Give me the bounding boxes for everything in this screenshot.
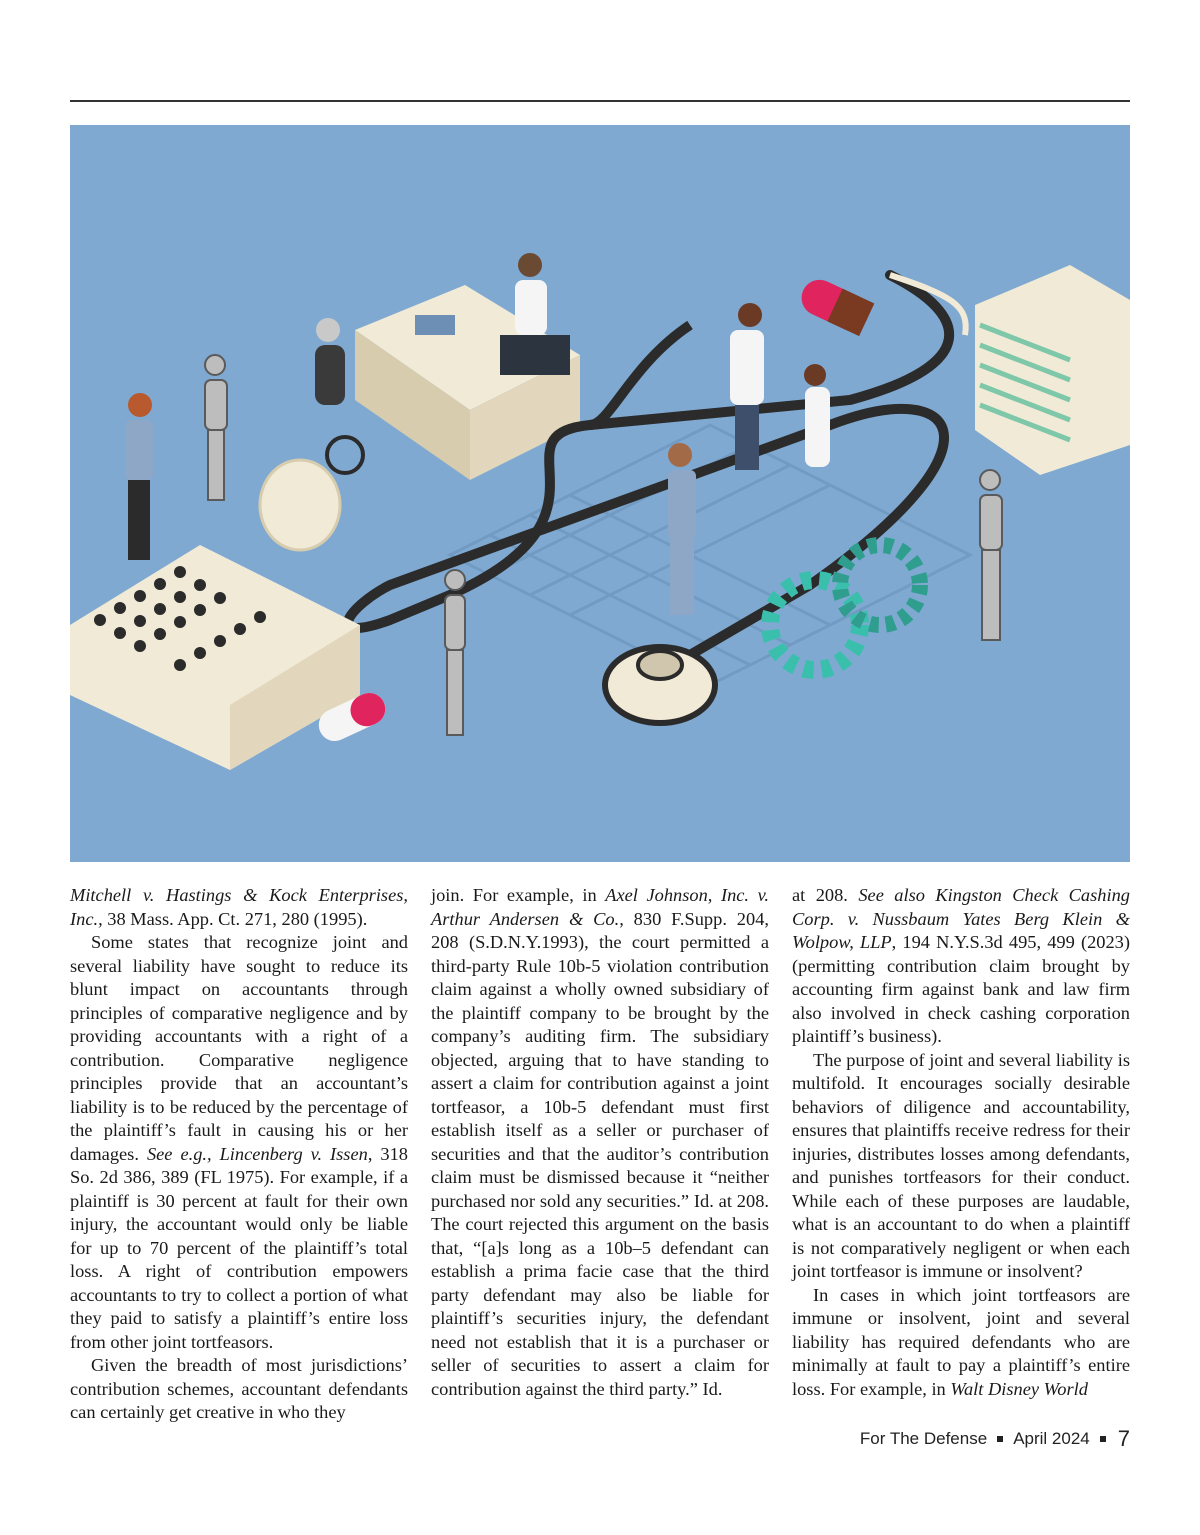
issue-date: April 2024	[1013, 1429, 1090, 1448]
paragraph: The purpose of joint and several liability is multifold. It encourages socially desirable behaviors of diligence and accountability, ensures that plaintiffs receive redress for their injuries, distributes losses among defendants, and punishes tortfeasors for their conduct. While each of these purposes are laudable, what is an accountant to do when a plaintiff is not comparatively negligent or when each joint tortfeasor is immune or insolvent?	[792, 1049, 1130, 1281]
header-rule	[70, 100, 1130, 102]
paragraph: Mitchell v. Hastings & Kock Enterprises, Inc., 38 Mass. App. Ct. 271, 280 (1995).	[70, 885, 408, 929]
page-footer	[860, 1426, 1130, 1452]
paragraph: Some states that recognize joint and several liability have sought to reduce its blunt impact on accountants through principles of comparative negligence and by providing accountants with a right of a contribution. Comparative negligence principles provide that an accountant’s liability is to be reduced by the percentage of the plaintiff’s fault in causing his or her damages. See e.g., Lincenberg v. Issen, 318 So. 2d 386, 389 (FL 1975). For example, if a plaintiff is 30 percent at fault for their own injury, the accountant would only be liable for up to 70 percent of the plaintiff’s total loss. A right of contribution empowers accountants to try to collect a portion of what they paid to satisfy a plaintiff’s entire loss from other joint tortfeasors.	[70, 932, 408, 1352]
case-citation: Axel Johnson, Inc. v. Arthur Andersen & Co.,	[431, 885, 769, 929]
text-column-3	[792, 884, 1130, 1401]
case-citation: See e.g., Lincenberg v. Issen	[146, 1143, 368, 1164]
text-column-1	[70, 884, 408, 1425]
page-number: 7	[1117, 1426, 1130, 1451]
paragraph: Given the breadth of most jurisdictions’ contribution schemes, accountant defendants can certainly get creative in who they	[70, 1355, 408, 1422]
bullet-square-icon	[1100, 1436, 1106, 1442]
case-citation: Mitchell v. Hastings & Kock Enterprises, Inc.,	[70, 885, 408, 929]
article-body	[70, 884, 1130, 1444]
case-citation: Walt Disney World	[950, 1378, 1088, 1399]
article-illustration	[70, 125, 1130, 862]
bullet-square-icon	[997, 1436, 1003, 1442]
publication-name: For The Defense	[859, 1429, 988, 1448]
paragraph: at 208. See also Kingston Check Cashing Corp. v. Nussbaum Yates Berg Klein & Wolpow, LLP, 194 N.Y.S.3d 495, 499 (2023) (permitting contribution claim brought by accounting firm against bank and law firm also involved in check cashing corporation plaintiff’s business).	[792, 885, 1130, 1046]
paragraph: In cases in which joint tortfeasors are immune or insolvent, joint and several liability has required defendants who are minimally at fault to pay a plaintiff’s entire loss. For example, in Walt Disney World	[792, 1284, 1130, 1399]
text-column-2	[431, 884, 769, 1401]
paragraph: join. For example, in Axel Johnson, Inc. v. Arthur Andersen & Co., 830 F.Supp. 204, 208 (S.D.N.Y.1993), the court permitted a third-party Rule 10b-5 violation contribution claim against a wholly owned subsidiary of the plaintiff company to be brought by the company’s auditing firm. The subsidiary objected, arguing that to have standing to assert a claim for contribution against a joint tortfeasor, a 10b-5 defendant must first establish itself as a seller or purchaser of securities and that the auditor’s contribution claim must be dismissed because it “neither purchased nor sold any securities.” Id. at 208. The court rejected this argument on the basis that, “[a]s long as a 10b–5 defendant can establish a prima facie case that the third party defendant may also be liable for plaintiff’s securities injury, the defendant need not establish that it is a purchaser or seller of securities to assert a claim for contribution against the third party.” Id.	[431, 885, 769, 1399]
case-citation: See also Kingston Check Cashing Corp. v. Nussbaum Yates Berg Klein & Wolpow, LLP	[792, 885, 1130, 952]
